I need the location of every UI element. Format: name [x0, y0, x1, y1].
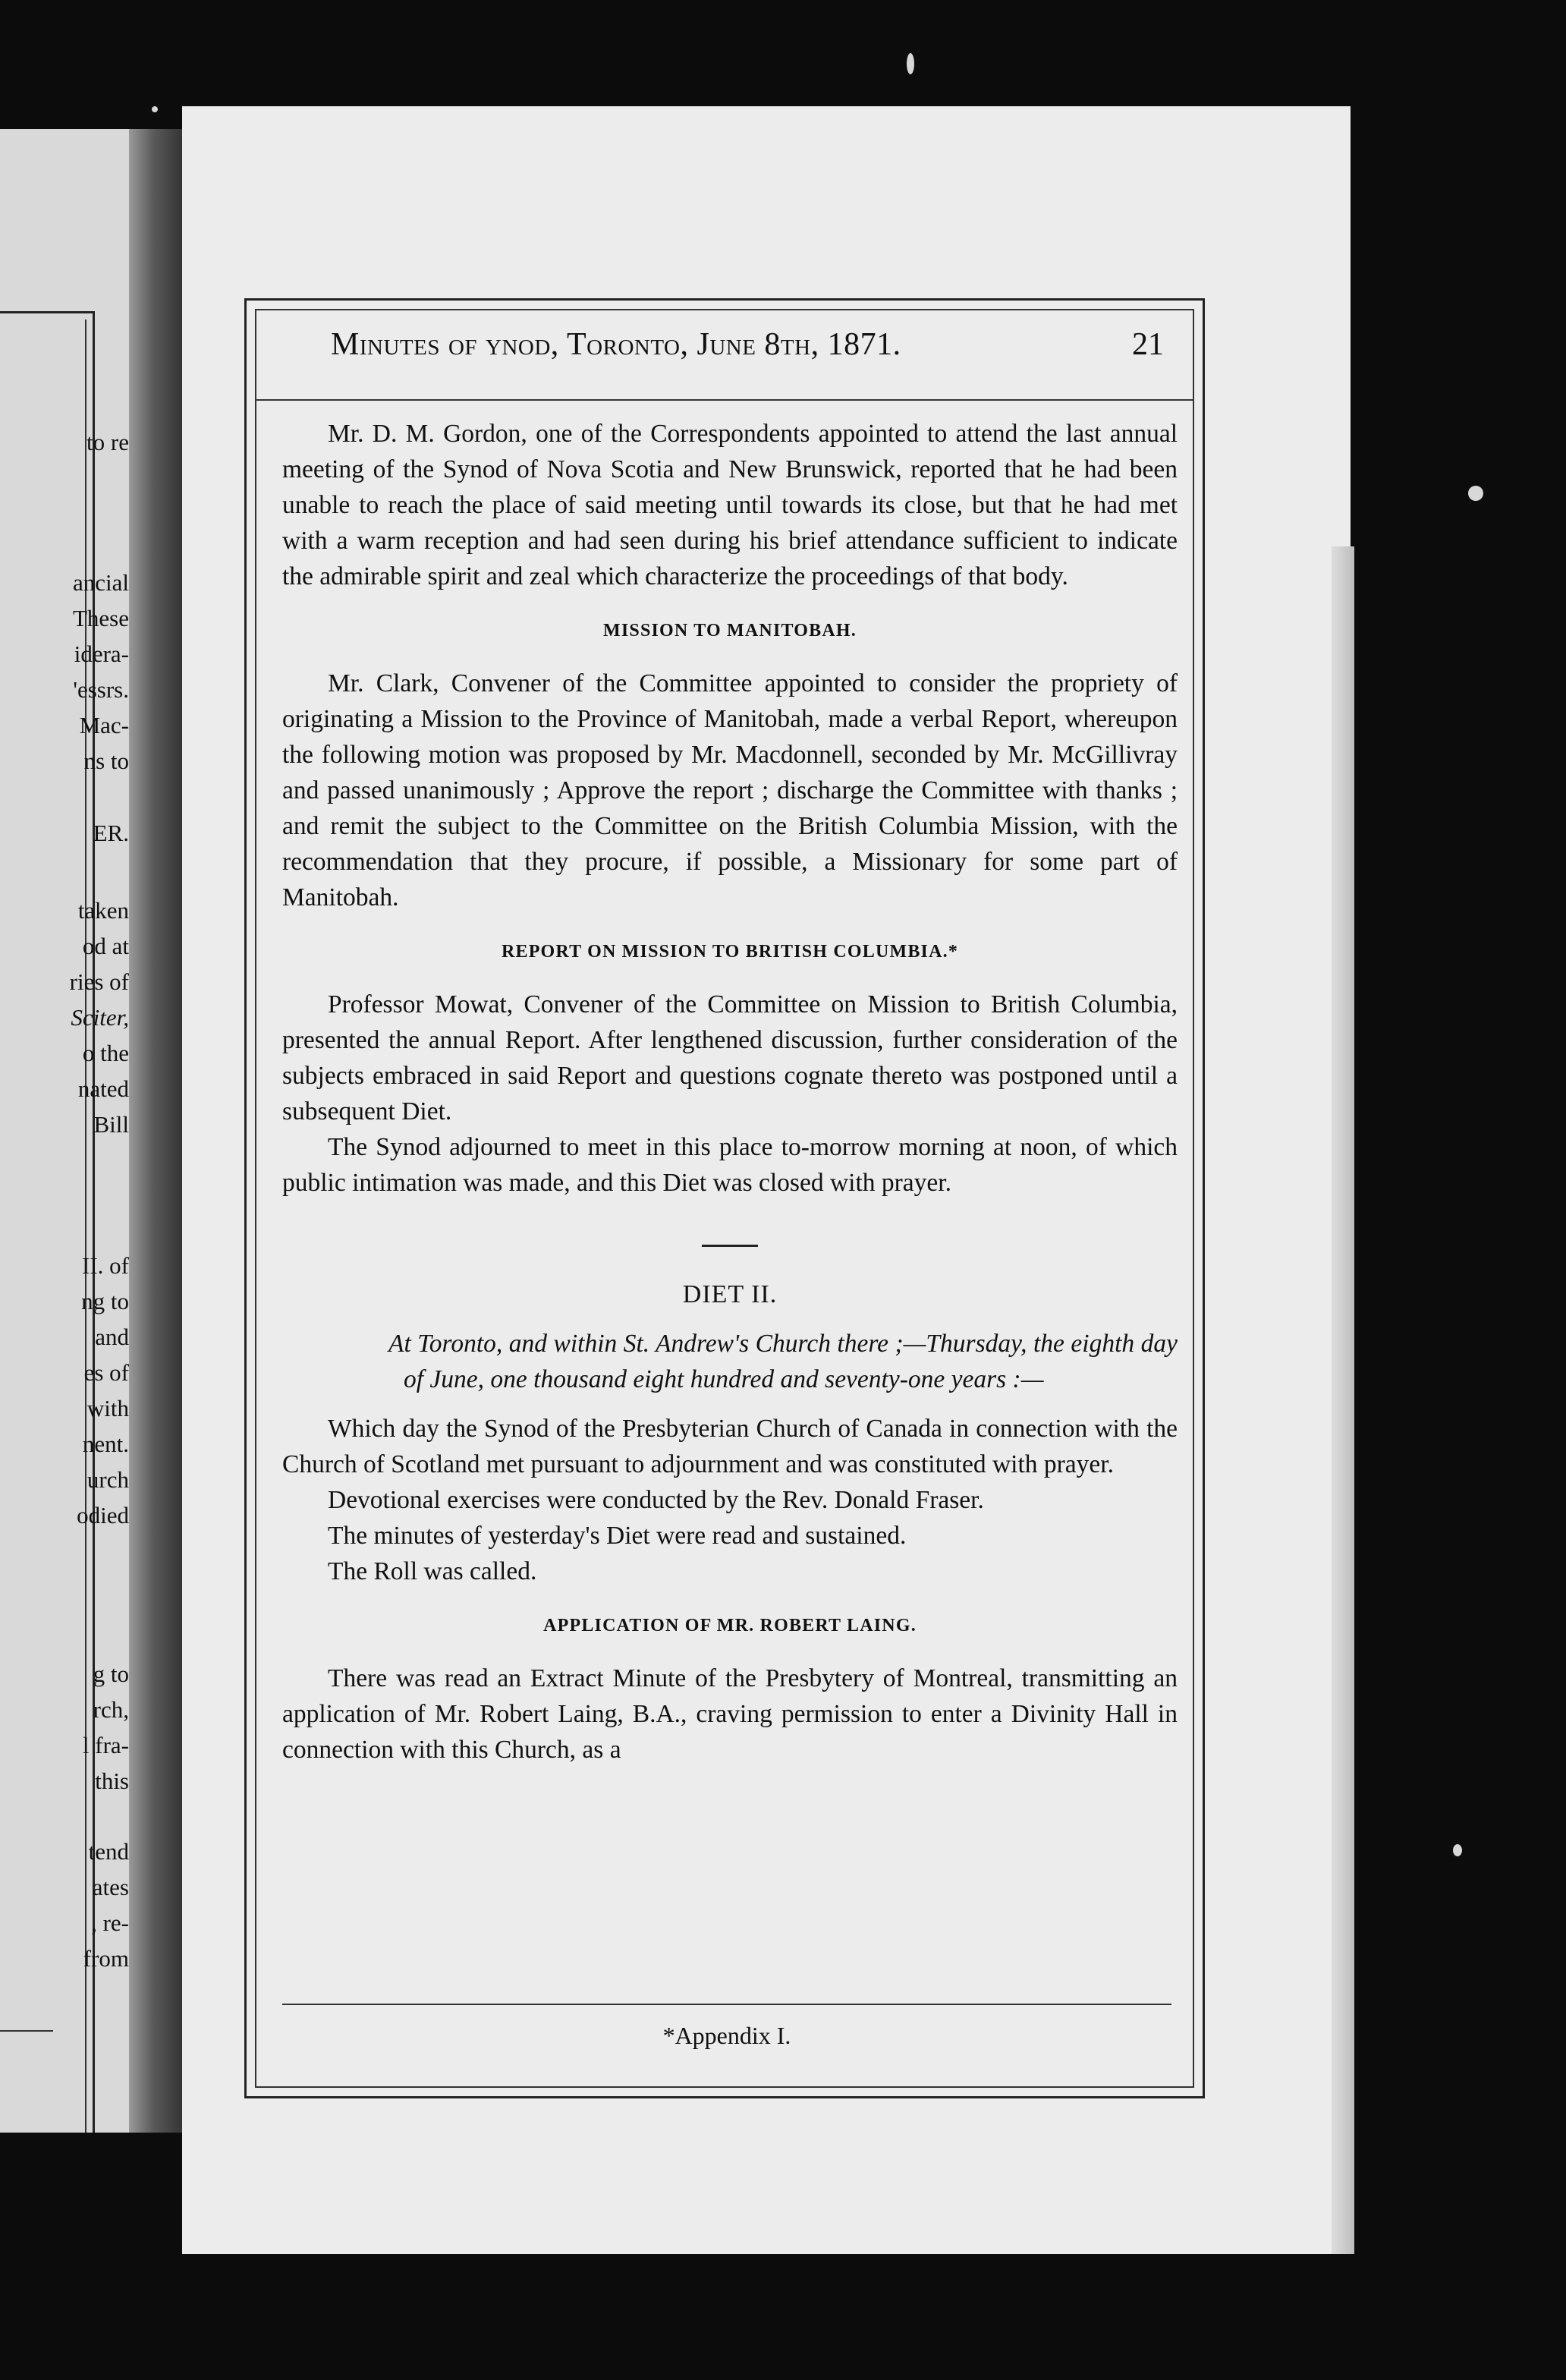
previous-page-rule: [0, 2030, 53, 2032]
paragraph-adjournment: The Synod adjourned to meet in this place to-morrow morning at noon, of which public intimation was made, and this Diet was closed with prayer.: [282, 1133, 1178, 1197]
left-line: tend: [88, 1838, 129, 1865]
left-line: from: [83, 1945, 129, 1972]
book-gutter-shadow: [129, 129, 190, 2133]
left-line: with: [86, 1395, 129, 1421]
footnote-rule: [282, 2004, 1171, 2005]
section-heading-laing: APPLICATION OF MR. ROBERT LAING.: [543, 1616, 917, 1635]
left-line: Bill: [93, 1111, 129, 1138]
left-line: rch,: [93, 1696, 129, 1723]
left-line: es of: [83, 1359, 129, 1386]
left-line: od at: [82, 933, 129, 959]
section-heading-british-columbia: REPORT ON MISSION TO BRITISH COLUMBIA.*: [501, 942, 959, 962]
left-line: o the: [82, 1040, 129, 1066]
left-line: ER.: [93, 820, 129, 846]
left-line: to re: [86, 429, 129, 455]
scan-speck: [907, 53, 914, 74]
paragraph-laing-application: There was read an Extract Minute of the Presbytery of Montreal, transmitting an application of Mr. Robert Laing, B.A., craving permission to enter a Divinity Hall in connection with this Church, as a: [282, 1664, 1178, 1764]
left-line: odied: [77, 1502, 129, 1528]
left-line: this: [95, 1768, 129, 1794]
left-line: , re-: [91, 1909, 129, 1936]
left-line: ancial: [72, 569, 129, 596]
page-body: [282, 416, 1178, 1768]
left-line: nated: [77, 1075, 129, 1102]
left-line: urch: [86, 1466, 129, 1493]
page-number: 21: [1132, 327, 1164, 362]
left-line: These: [72, 605, 129, 631]
place-and-date-statement: At Toronto, and within St. Andrew's Church there ;—Thursday, the eighth day of June, one thousand eight hundred and seventy-one years :—: [388, 1330, 1178, 1393]
diet-heading: DIET II.: [682, 1280, 778, 1308]
left-line: and: [95, 1324, 129, 1350]
footnote: *Appendix I.: [662, 2022, 791, 2049]
paragraph-gordon-report: Mr. D. M. Gordon, one of the Correspondents appointed to attend the last annual meeting of the Synod of Nova Scotia and New Brunswick, reported that he had been unable to reach the place of said meeting until towards its close, but that he had met with a warm reception and had seen during his brief attendance sufficient to indicate the admirable spirit and zeal which characterize the proceedings of that body.: [282, 420, 1178, 590]
scan-speck: [152, 106, 158, 112]
scan-speck: [1468, 486, 1483, 501]
left-line: ns to: [83, 748, 129, 774]
section-heading-manitobah: MISSION TO MANITOBAH.: [603, 621, 857, 641]
paragraph-synod-met: Which day the Synod of the Presbyterian Church of Canada in connection with the Church of Scotland met pursuant to adjournment and was constituted with prayer.: [282, 1415, 1178, 1478]
paragraph-roll-called: The Roll was called.: [328, 1557, 537, 1585]
paragraph-devotional: Devotional exercises were conducted by the Rev. Donald Fraser.: [328, 1486, 984, 1514]
left-line: ries of: [69, 968, 129, 995]
left-line: l fra-: [82, 1732, 129, 1758]
running-title: Minutes of ynod, Toronto, June 8th, 1871.: [331, 327, 901, 362]
section-divider: [702, 1245, 758, 1247]
left-line: nent.: [82, 1431, 129, 1457]
left-line: Mac-: [79, 712, 129, 738]
paragraph-mowat-report: Professor Mowat, Convener of the Committee on Mission to British Columbia, presented the annual Report. After lengthened discussion, further consideration of the subjects embraced in said Report and questions cognate thereto was postponed until a subsequent Diet.: [282, 990, 1178, 1125]
left-line: ates: [92, 1874, 129, 1900]
left-line: 'essrs.: [73, 676, 129, 703]
page-edge-shadow: [1332, 546, 1354, 2254]
paragraph-clark-report: Mr. Clark, Convener of the Committee appointed to consider the propriety of originating a Mission to the Province of Manitobah, made a verbal Report, whereupon the following motion was proposed by Mr. Macdonnell, seconded by Mr. McGillivray and passed unanimously ; Approve the report ; discharge the Committee with thanks ; and remit the subject to the Committee on the British Columbia Mission, with the recommendation that they procure, if possible, a Missionary for some part of Manitobah.: [282, 669, 1178, 911]
left-line: Sciter,: [71, 1004, 129, 1031]
left-line: II. of: [82, 1252, 129, 1279]
left-line: idera-: [74, 641, 129, 667]
left-line: ng to: [81, 1288, 129, 1314]
running-header: [255, 317, 1194, 401]
left-line: g to: [93, 1661, 129, 1687]
scan-speck: [1453, 1844, 1462, 1856]
paragraph-minutes-read: The minutes of yesterday's Diet were read and sustained.: [328, 1522, 907, 1550]
left-line: taken: [77, 897, 129, 924]
